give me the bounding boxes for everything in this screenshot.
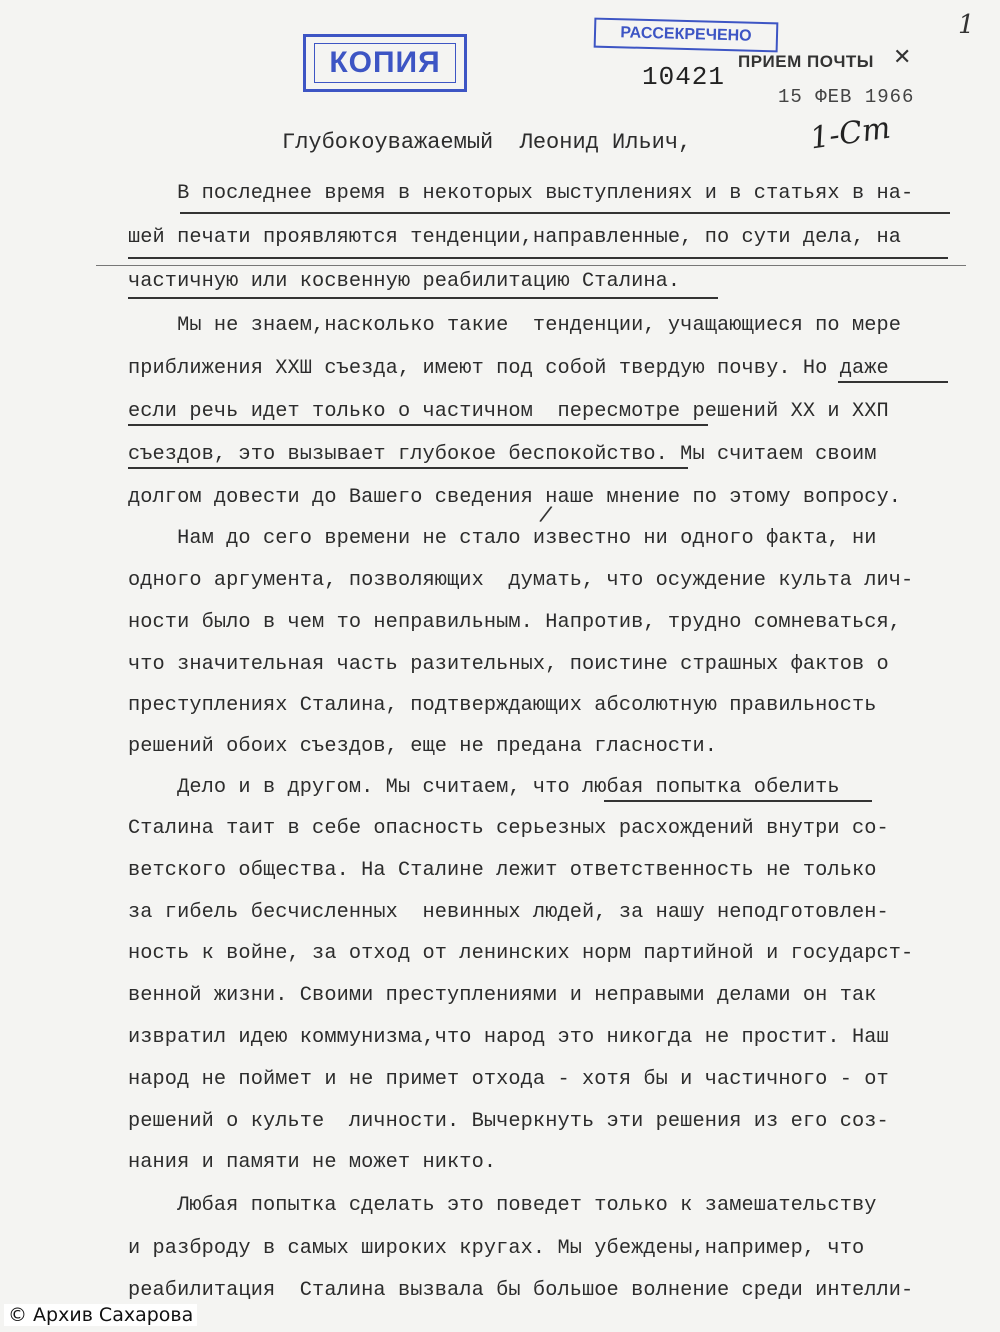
archive-watermark: © Архив Сахарова [4, 1304, 197, 1326]
text-line: ветского общества. На Сталине лежит ответственность не только [128, 859, 877, 882]
underline [128, 467, 688, 469]
text-line: если речь идет только о частичном пересмотре решений ХХ и ХХП [128, 400, 889, 423]
underline [96, 265, 966, 266]
cross-mark-icon: ✕ [893, 44, 912, 69]
text-line: за гибель бесчисленных невинных людей, за нашу неподготовлен- [128, 901, 889, 924]
underline [604, 800, 872, 802]
text-line: съездов, это вызывает глубокое беспокойство. Мы считаем своим [128, 443, 877, 466]
registration-number: 10421 [642, 62, 726, 92]
mail-received-date: 15 ФЕВ 1966 [778, 86, 915, 108]
mail-received-stamp: ПРИЕМ ПОЧТЫ [738, 52, 874, 71]
underline [180, 212, 950, 214]
text-line: Любая попытка сделать это поведет только к замешательству [128, 1194, 877, 1217]
text-line: решений обоих съездов, еще не предана гласности. [128, 735, 717, 758]
text-line: и разброду в самых широких кругах. Мы убеждены,например, что [128, 1237, 865, 1260]
declassified-stamp: РАССЕКРЕЧЕНО [594, 18, 779, 53]
text-line: народ не поймет и не примет отхода - хотя бы и частичного - от [128, 1068, 889, 1091]
text-line: В последнее время в некоторых выступлениях и в статьях в на- [128, 182, 914, 205]
handwritten-note: 1-Ст [807, 110, 893, 157]
text-line: что значительная часть разительных, поистине страшных фактов о [128, 653, 889, 676]
text-line: Дело и в другом. Мы считаем, что любая попытка обелить [128, 776, 840, 799]
text-line: венной жизни. Своими преступлениями и неправыми делами он так [128, 984, 877, 1007]
text-line: решений о культе личности. Вычеркнуть эти решения из его соз- [128, 1110, 889, 1133]
text-line: извратил идею коммунизма,что народ это никогда не простит. Наш [128, 1026, 889, 1049]
text-line: нания и памяти не может никто. [128, 1151, 497, 1174]
handwritten-mark: / [537, 501, 554, 528]
text-line: реабилитация Сталина вызвала бы большое волнение среди интелли- [128, 1279, 914, 1302]
page-number: 1 [958, 10, 975, 40]
text-line: Сталина таит в себе опасность серьезных расхождений внутри со- [128, 817, 889, 840]
text-line: Мы не знаем,насколько такие тенденции, учащающиеся по мере [128, 314, 902, 337]
text-line: долгом довести до Вашего сведения наше мнение по этому вопросу. [128, 486, 902, 509]
text-line: преступлениях Сталина, подтверждающих абсолютную правильность [128, 694, 877, 717]
text-line: частичную или косвенную реабилитацию Сталина. [128, 270, 681, 293]
underline [128, 257, 948, 259]
copy-stamp-label: КОПИЯ [314, 43, 455, 83]
text-line: ности было в чем то неправильным. Напротив, трудно сомневаться, [128, 611, 902, 634]
copy-stamp [303, 34, 467, 92]
underline [838, 381, 948, 383]
underline [128, 297, 718, 299]
underline [128, 424, 708, 426]
salutation: Глубокоуважаемый Леонид Ильич, [282, 130, 692, 155]
text-line: одного аргумента, позволяющих думать, что осуждение культа лич- [128, 569, 914, 592]
text-line: Нам до сего времени не стало известно ни одного факта, ни [128, 527, 877, 550]
text-line: шей печати проявляются тенденции,направленные, по сути дела, на [128, 226, 902, 249]
text-line: приближения ХХШ съезда, имеют под собой твердую почву. Но даже [128, 357, 889, 380]
text-line: ность к войне, за отход от ленинских норм партийной и государст- [128, 942, 914, 965]
